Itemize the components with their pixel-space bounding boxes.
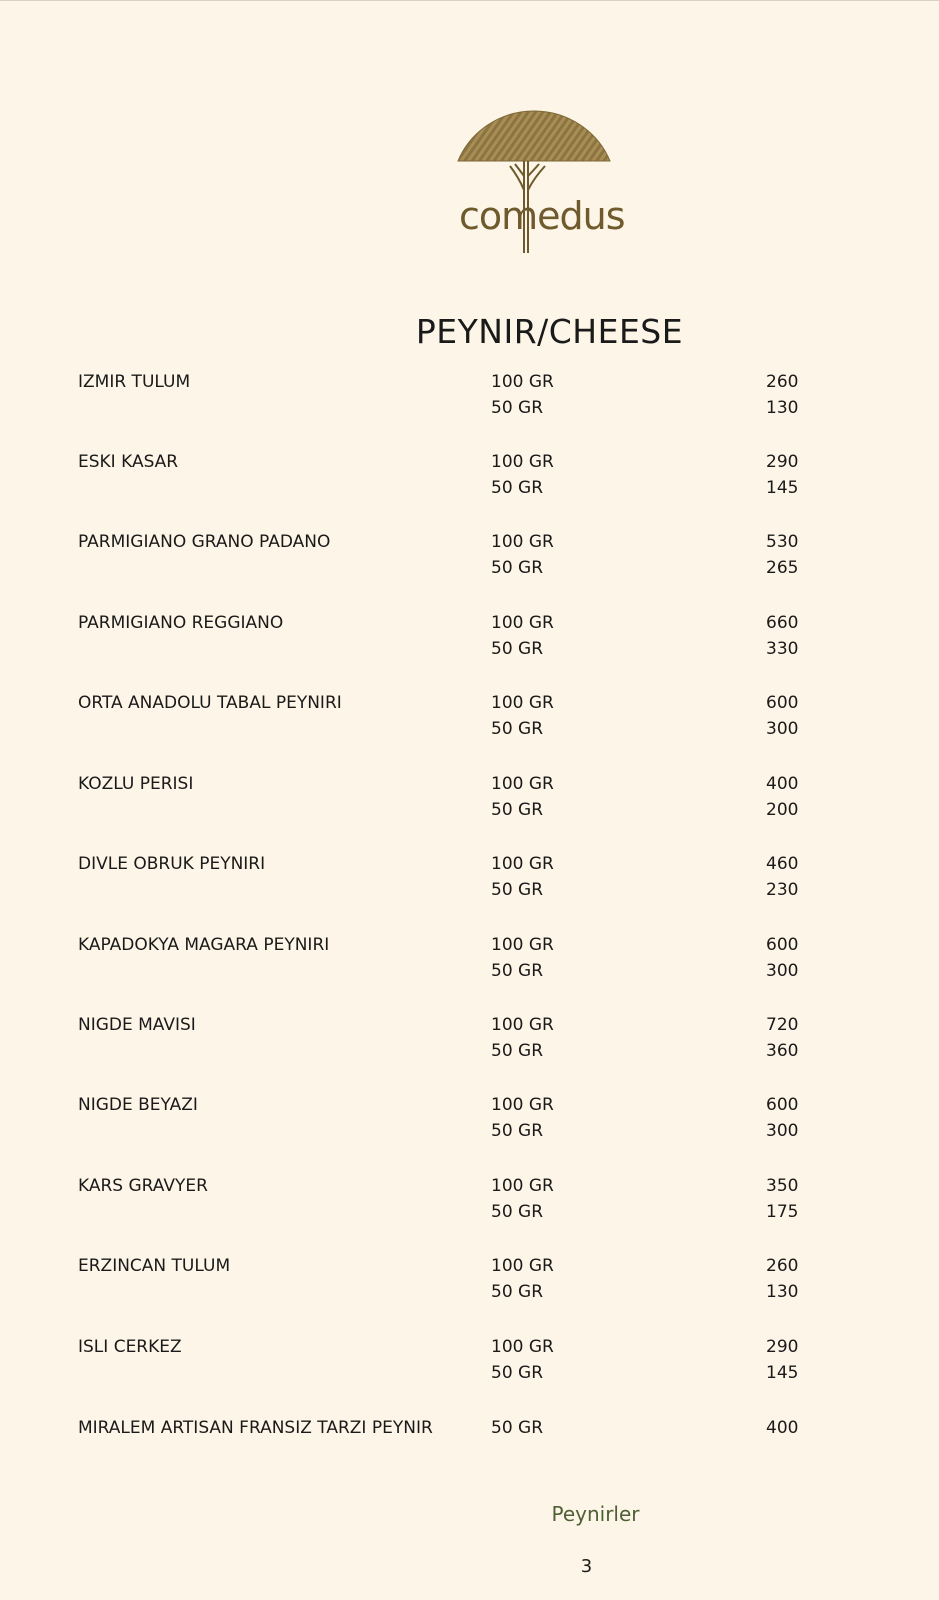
portion-price: 145 [766,1363,799,1383]
portion-weight: 50 GR [491,639,544,659]
portion-weight: 100 GR [491,613,554,633]
portion-weight: 50 GR [491,1041,544,1061]
menu-item [0,774,939,834]
portion-price: 145 [766,478,799,498]
item-name: ESKI KASAR [78,452,179,472]
portion-weight: 100 GR [491,935,554,955]
portion-weight: 100 GR [491,532,554,552]
item-name: DIVLE OBRUK PEYNIRI [78,854,266,874]
portion-price: 300 [766,1121,799,1141]
menu-title: PEYNIR/CHEESE [415,312,684,351]
portion-weight: 100 GR [491,1095,554,1115]
portion-price: 260 [766,1256,799,1276]
item-name: IZMIR TULUM [78,372,191,392]
portion-weight: 50 GR [491,478,544,498]
item-name: ERZINCAN TULUM [78,1256,231,1276]
portion-weight: 50 GR [491,961,544,981]
portion-price: 200 [766,800,799,820]
portion-weight: 100 GR [491,452,554,472]
portion-price: 265 [766,558,799,578]
portion-weight: 100 GR [491,693,554,713]
item-name: NIGDE MAVISI [78,1015,196,1035]
menu-item [0,1418,939,1478]
top-border [0,0,939,1]
item-name: ORTA ANADOLU TABAL PEYNIRI [78,693,342,713]
item-name: NIGDE BEYAZI [78,1095,198,1115]
portion-price: 130 [766,1282,799,1302]
portion-price: 230 [766,880,799,900]
portion-weight: 50 GR [491,719,544,739]
portion-price: 360 [766,1041,799,1061]
brand-name: comedus [459,194,625,238]
menu-item [0,935,939,995]
portion-price: 330 [766,639,799,659]
portion-weight: 100 GR [491,1176,554,1196]
item-name: ISLI CERKEZ [78,1337,182,1357]
portion-weight: 50 GR [491,1282,544,1302]
portion-weight: 50 GR [491,880,544,900]
portion-weight: 50 GR [491,1363,544,1383]
portion-price: 660 [766,613,799,633]
portion-price: 290 [766,1337,799,1357]
menu-item [0,1176,939,1236]
menu-item [0,1095,939,1155]
item-name: KARS GRAVYER [78,1176,208,1196]
portion-weight: 50 GR [491,1418,544,1438]
portion-price: 300 [766,719,799,739]
portion-weight: 50 GR [491,1202,544,1222]
portion-price: 530 [766,532,799,552]
portion-price: 400 [766,1418,799,1438]
page-number: 3 [580,1556,593,1577]
portion-weight: 100 GR [491,774,554,794]
portion-price: 130 [766,398,799,418]
portion-weight: 100 GR [491,372,554,392]
menu-item [0,1337,939,1397]
portion-weight: 50 GR [491,398,544,418]
portion-weight: 50 GR [491,558,544,578]
portion-weight: 100 GR [491,1337,554,1357]
portion-price: 600 [766,693,799,713]
menu-item [0,452,939,512]
item-name: KOZLU PERISI [78,774,194,794]
menu-item [0,372,939,432]
comedus-logo [455,78,625,263]
menu-item [0,1256,939,1316]
menu-item [0,613,939,673]
portion-price: 460 [766,854,799,874]
item-name: PARMIGIANO GRANO PADANO [78,532,331,552]
menu-item [0,1015,939,1075]
portion-price: 600 [766,1095,799,1115]
portion-price: 175 [766,1202,799,1222]
portion-price: 260 [766,372,799,392]
menu-item [0,693,939,753]
portion-weight: 50 GR [491,800,544,820]
portion-price: 600 [766,935,799,955]
portion-price: 290 [766,452,799,472]
item-name: PARMIGIANO REGGIANO [78,613,284,633]
menu-item [0,532,939,592]
portion-weight: 100 GR [491,1015,554,1035]
portion-price: 720 [766,1015,799,1035]
item-name: MIRALEM ARTISAN FRANSIZ TARZI PEYNIR [78,1418,433,1438]
portion-weight: 100 GR [491,854,554,874]
portion-price: 350 [766,1176,799,1196]
item-name: KAPADOKYA MAGARA PEYNIRI [78,935,330,955]
portion-price: 300 [766,961,799,981]
section-name: Peynirler [551,1502,640,1526]
portion-weight: 100 GR [491,1256,554,1276]
portion-weight: 50 GR [491,1121,544,1141]
menu-item [0,854,939,914]
portion-price: 400 [766,774,799,794]
